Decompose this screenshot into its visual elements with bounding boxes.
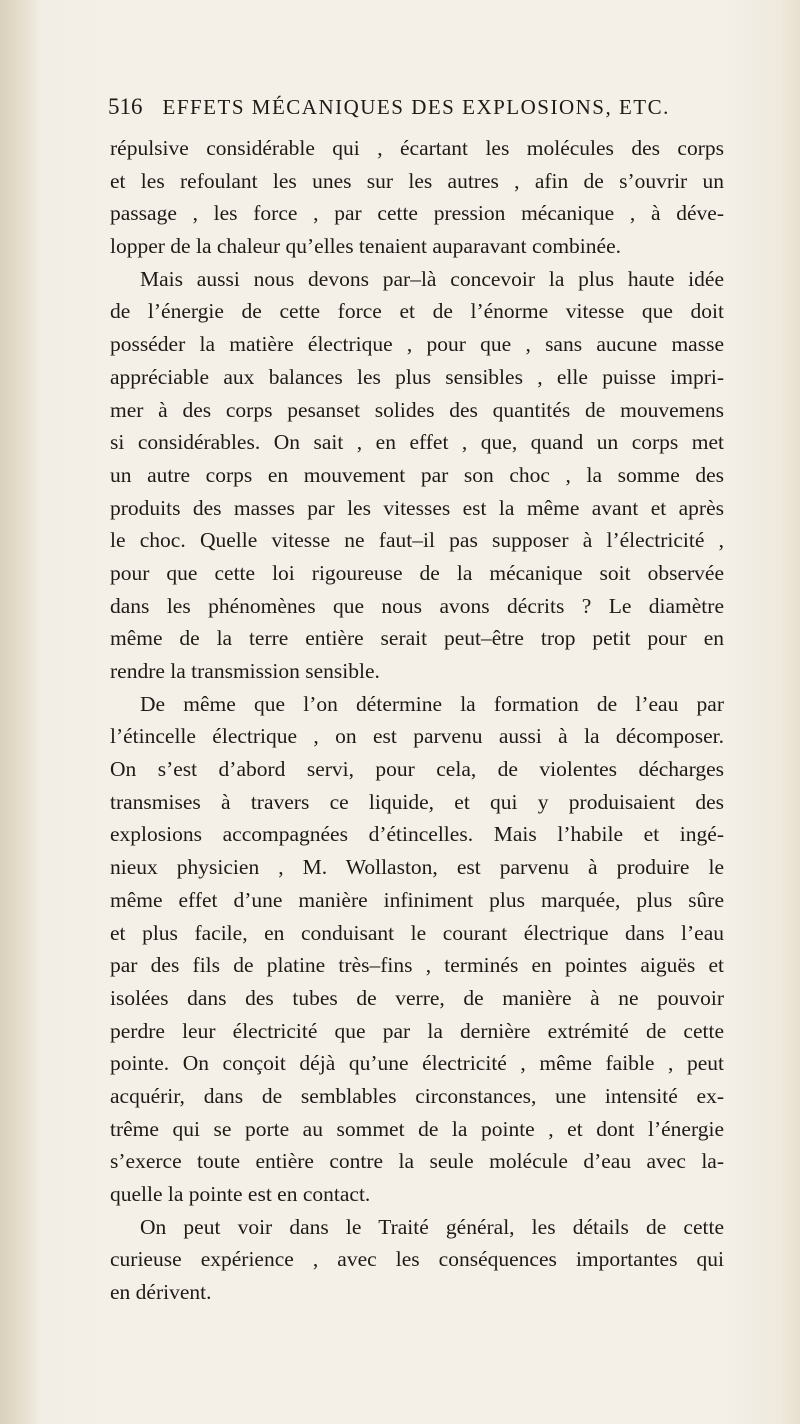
text-line: explosions accompagnées d’étincelles. Mais l’habile et ingé- [110,822,724,847]
text-line: curieuse expérience , avec les conséquences importantes qui [110,1247,724,1272]
text-line: quelle la pointe est en contact. [110,1182,371,1206]
running-head: EFFETS MÉCANIQUES DES EXPLOSIONS, ETC. [162,95,670,119]
page-header [108,94,720,120]
page-number: 516 [108,94,143,119]
text-line: pointe. On conçoit déjà qu’une électricité , même faible , peut [110,1051,724,1076]
text-line: l’étincelle électrique , on est parvenu aussi à la décomposer. [110,724,724,749]
text-line: dans les phénomènes que nous avons décrits ? Le diamètre [110,593,724,618]
text-line: par des fils de platine très–fins , terminés en pointes aiguës et [110,953,724,978]
text-line: posséder la matière électrique , pour que , sans aucune masse [110,332,724,357]
text-line: passage , les force , par cette pression mécanique , à déve- [110,201,724,226]
text-line: isolées dans des tubes de verre, de manière à ne pouvoir [110,985,724,1010]
text-line: mer à des corps pesanset solides des quantités de mouvemens [110,397,724,422]
text-line: le choc. Quelle vitesse ne faut–il pas supposer à l’électricité , [110,528,724,553]
text-line: de l’énergie de cette force et de l’énorme vitesse que doit [110,299,724,324]
text-line: Mais aussi nous devons par–là concevoir la plus haute idée [140,266,724,291]
text-line: même effet d’une manière infiniment plus marquée, plus sûre [110,887,724,912]
text-line: lopper de la chaleur qu’elles tenaient auparavant combinée. [110,234,621,259]
text-line: s’exerce toute entière contre la seule molécule d’eau avec la- [110,1149,724,1174]
text-line: répulsive considérable qui , écartant les molécules des corps [110,136,724,160]
text-line: De même que l’on détermine la formation de l’eau par [140,691,724,716]
text-line: pour que cette loi rigoureuse de la mécanique soit observée [110,560,724,585]
text-line: On s’est d’abord servi, pour cela, de violentes décharges [110,757,724,782]
text-line: nieux physicien , M. Wollaston, est parvenu à produire le [110,855,724,880]
body-text [110,132,724,1309]
text-line: produits des masses par les vitesses est la même avant et après [110,495,724,520]
text-line: trême qui se porte au sommet de la pointe , et dont l’énergie [110,1116,724,1141]
binding-gutter [0,0,40,1424]
text-line: appréciable aux balances les plus sensibles , elle puisse impri- [110,364,724,389]
text-line: acquérir, dans de semblables circonstances, une intensité ex- [110,1083,724,1108]
text-line: et les refoulant les unes sur les autres , afin de s’ouvrir un [110,168,724,193]
text-line: transmises à travers ce liquide, et qui y produisaient des [110,789,724,814]
text-line: On peut voir dans le Traité général, les détails de cette [140,1214,724,1239]
text-line: en dérivent. [110,1280,212,1305]
text-line: même de la terre entière serait peut–être trop petit pour en [110,626,724,651]
text-line: perdre leur électricité que par la dernière extrémité de cette [110,1018,724,1043]
text-line: et plus facile, en conduisant le courant électrique dans l’eau [110,920,724,945]
text-line: un autre corps en mouvement par son choc , la somme des [110,462,724,487]
text-line: si considérables. On sait , en effet , que, quand un corps met [110,430,724,455]
text-line: rendre la transmission sensible. [110,659,380,683]
